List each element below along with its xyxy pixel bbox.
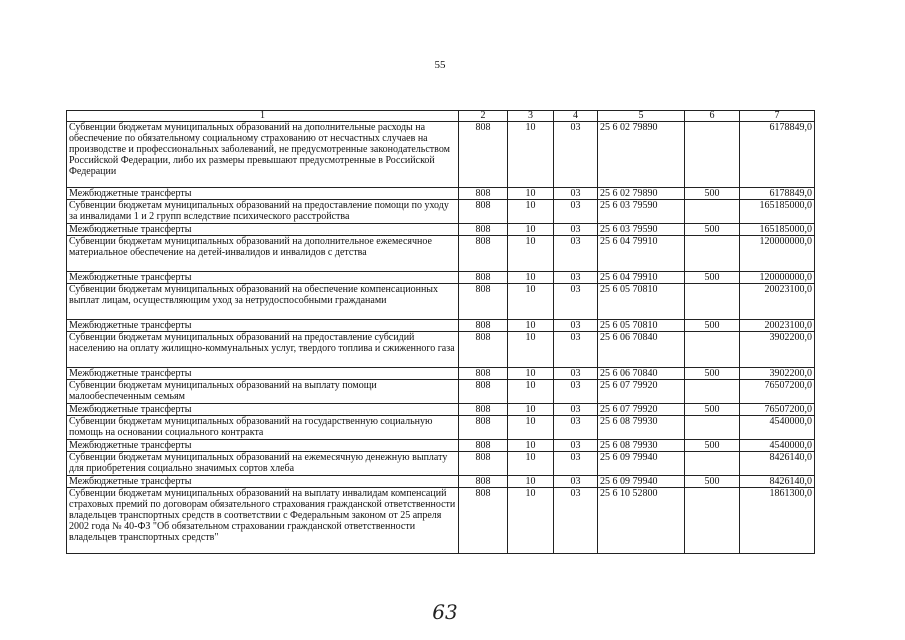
- table-row: [67, 416, 815, 440]
- header-col-2: 2: [459, 111, 508, 122]
- row-subsection: 03: [554, 452, 598, 476]
- row-ministry-code: 808: [459, 320, 508, 332]
- row-description: Межбюджетные трансферты: [67, 272, 459, 284]
- row-ministry-code: 808: [459, 488, 508, 554]
- table-row: [67, 122, 815, 188]
- row-target-code: 25 6 07 79920: [598, 380, 685, 404]
- row-amount: 6178849,0: [740, 188, 815, 200]
- row-target-code: 25 6 05 70810: [598, 320, 685, 332]
- row-target-code: 25 6 07 79920: [598, 404, 685, 416]
- row-ministry-code: 808: [459, 122, 508, 188]
- row-amount: 165185000,0: [740, 200, 815, 224]
- row-amount: 4540000,0: [740, 416, 815, 440]
- row-target-code: 25 6 04 79910: [598, 272, 685, 284]
- header-col-1: 1: [67, 111, 459, 122]
- row-amount: 165185000,0: [740, 224, 815, 236]
- row-subsection: 03: [554, 236, 598, 272]
- row-description: Межбюджетные трансферты: [67, 368, 459, 380]
- row-amount: 76507200,0: [740, 404, 815, 416]
- row-amount: 1861300,0: [740, 488, 815, 554]
- row-subsection: 03: [554, 122, 598, 188]
- row-description: Субвенции бюджетам муниципальных образований на дополнительные расходы на обеспечение по обязательному социальному страхованию от несчастных случаев на производстве и профессиональных заболеваний, не предусмотренные законодательством Российской Федерации, либо их размеры превышают предусмотренные в Российской Федерации: [67, 122, 459, 188]
- row-target-code: 25 6 02 79890: [598, 188, 685, 200]
- table-row: [67, 476, 815, 488]
- row-section: 10: [508, 380, 554, 404]
- row-target-code: 25 6 08 79930: [598, 416, 685, 440]
- row-ministry-code: 808: [459, 380, 508, 404]
- row-expense-type: 500: [685, 476, 740, 488]
- row-description: Межбюджетные трансферты: [67, 404, 459, 416]
- row-expense-type: [685, 452, 740, 476]
- row-subsection: 03: [554, 368, 598, 380]
- row-expense-type: [685, 488, 740, 554]
- row-section: 10: [508, 368, 554, 380]
- row-ministry-code: 808: [459, 452, 508, 476]
- row-ministry-code: 808: [459, 404, 508, 416]
- row-description: Межбюджетные трансферты: [67, 440, 459, 452]
- row-ministry-code: 808: [459, 200, 508, 224]
- header-col-6: 6: [685, 111, 740, 122]
- row-amount: 3902200,0: [740, 332, 815, 368]
- table-row: [67, 440, 815, 452]
- row-target-code: 25 6 09 79940: [598, 476, 685, 488]
- row-subsection: 03: [554, 332, 598, 368]
- table-row: [67, 188, 815, 200]
- table-row: [67, 320, 815, 332]
- row-amount: 120000000,0: [740, 272, 815, 284]
- row-target-code: 25 6 10 52800: [598, 488, 685, 554]
- row-amount: 20023100,0: [740, 320, 815, 332]
- row-amount: 3902200,0: [740, 368, 815, 380]
- row-description: Субвенции бюджетам муниципальных образований на выплату помощи малообеспеченным семьям: [67, 380, 459, 404]
- row-description: Межбюджетные трансферты: [67, 476, 459, 488]
- row-expense-type: 500: [685, 440, 740, 452]
- row-subsection: 03: [554, 440, 598, 452]
- row-section: 10: [508, 224, 554, 236]
- row-subsection: 03: [554, 416, 598, 440]
- row-amount: 6178849,0: [740, 122, 815, 188]
- row-ministry-code: 808: [459, 224, 508, 236]
- row-expense-type: 500: [685, 188, 740, 200]
- table-row: [67, 452, 815, 476]
- row-amount: 120000000,0: [740, 236, 815, 272]
- table-row: [67, 368, 815, 380]
- row-section: 10: [508, 200, 554, 224]
- header-col-7: 7: [740, 111, 815, 122]
- handwritten-page-number: 63: [432, 600, 458, 624]
- row-ministry-code: 808: [459, 284, 508, 320]
- row-target-code: 25 6 06 70840: [598, 332, 685, 368]
- row-description: Межбюджетные трансферты: [67, 320, 459, 332]
- row-expense-type: [685, 380, 740, 404]
- row-ministry-code: 808: [459, 416, 508, 440]
- row-description: Субвенции бюджетам муниципальных образований на обеспечение компенсационных выплат лицам, осуществляющим уход за нетрудоспособными гражданами: [67, 284, 459, 320]
- budget-table: [66, 110, 815, 554]
- row-expense-type: [685, 284, 740, 320]
- row-subsection: 03: [554, 380, 598, 404]
- row-subsection: 03: [554, 200, 598, 224]
- row-target-code: 25 6 09 79940: [598, 452, 685, 476]
- row-expense-type: 500: [685, 224, 740, 236]
- header-col-3: 3: [508, 111, 554, 122]
- table-row: [67, 404, 815, 416]
- row-target-code: 25 6 05 70810: [598, 284, 685, 320]
- header-col-5: 5: [598, 111, 685, 122]
- table-row: [67, 284, 815, 320]
- row-subsection: 03: [554, 488, 598, 554]
- row-section: 10: [508, 284, 554, 320]
- row-subsection: 03: [554, 284, 598, 320]
- row-expense-type: 500: [685, 404, 740, 416]
- row-amount: 76507200,0: [740, 380, 815, 404]
- table-row: [67, 224, 815, 236]
- row-target-code: 25 6 04 79910: [598, 236, 685, 272]
- row-description: Субвенции бюджетам муниципальных образований на дополнительное ежемесячное материальное обеспечение на детей-инвалидов и инвалидов с детства: [67, 236, 459, 272]
- page-number: 55: [434, 59, 446, 71]
- table-row: [67, 488, 815, 554]
- table-row: [67, 272, 815, 284]
- row-expense-type: 500: [685, 368, 740, 380]
- row-amount: 4540000,0: [740, 440, 815, 452]
- row-section: 10: [508, 416, 554, 440]
- row-amount: 8426140,0: [740, 476, 815, 488]
- row-ministry-code: 808: [459, 188, 508, 200]
- row-description: Межбюджетные трансферты: [67, 224, 459, 236]
- row-expense-type: [685, 332, 740, 368]
- row-section: 10: [508, 188, 554, 200]
- row-subsection: 03: [554, 188, 598, 200]
- row-target-code: 25 6 02 79890: [598, 122, 685, 188]
- row-section: 10: [508, 440, 554, 452]
- row-target-code: 25 6 06 70840: [598, 368, 685, 380]
- table-row: [67, 200, 815, 224]
- row-ministry-code: 808: [459, 476, 508, 488]
- row-ministry-code: 808: [459, 368, 508, 380]
- row-subsection: 03: [554, 224, 598, 236]
- row-ministry-code: 808: [459, 440, 508, 452]
- row-section: 10: [508, 122, 554, 188]
- row-description: Субвенции бюджетам муниципальных образований на выплату инвалидам компенсаций страховых премий по договорам обязательного страхования гражданской ответственности владельцев транспортных средств в соответствии с Федеральным законом от 25 апреля 2002 года № 40-ФЗ "Об обязательном страховании гражданской ответственности владельцев транспортных средств": [67, 488, 459, 554]
- row-subsection: 03: [554, 320, 598, 332]
- row-subsection: 03: [554, 476, 598, 488]
- row-description: Межбюджетные трансферты: [67, 188, 459, 200]
- table-row: [67, 380, 815, 404]
- row-section: 10: [508, 320, 554, 332]
- row-section: 10: [508, 236, 554, 272]
- row-section: 10: [508, 488, 554, 554]
- row-description: Субвенции бюджетам муниципальных образований на ежемесячную денежную выплату для приобретения социально значимых сортов хлеба: [67, 452, 459, 476]
- row-expense-type: [685, 416, 740, 440]
- row-ministry-code: 808: [459, 332, 508, 368]
- table-row: [67, 332, 815, 368]
- row-expense-type: 500: [685, 272, 740, 284]
- row-section: 10: [508, 452, 554, 476]
- row-ministry-code: 808: [459, 272, 508, 284]
- row-description: Субвенции бюджетам муниципальных образований на государственную социальную помощь на основании социального контракта: [67, 416, 459, 440]
- row-section: 10: [508, 476, 554, 488]
- row-section: 10: [508, 332, 554, 368]
- row-target-code: 25 6 03 79590: [598, 200, 685, 224]
- table-row: [67, 236, 815, 272]
- table-header-row: [67, 111, 815, 122]
- row-subsection: 03: [554, 404, 598, 416]
- row-expense-type: [685, 122, 740, 188]
- row-ministry-code: 808: [459, 236, 508, 272]
- row-subsection: 03: [554, 272, 598, 284]
- row-description: Субвенции бюджетам муниципальных образований на предоставление помощи по уходу за инвалидами 1 и 2 групп вследствие психического расстройства: [67, 200, 459, 224]
- row-expense-type: 500: [685, 320, 740, 332]
- row-section: 10: [508, 404, 554, 416]
- row-amount: 8426140,0: [740, 452, 815, 476]
- row-expense-type: [685, 236, 740, 272]
- row-section: 10: [508, 272, 554, 284]
- row-expense-type: [685, 200, 740, 224]
- row-description: Субвенции бюджетам муниципальных образований на предоставление субсидий населению на оплату жилищно-коммунальных услуг, твердого топлива и сжиженного газа: [67, 332, 459, 368]
- row-target-code: 25 6 08 79930: [598, 440, 685, 452]
- row-amount: 20023100,0: [740, 284, 815, 320]
- row-target-code: 25 6 03 79590: [598, 224, 685, 236]
- header-col-4: 4: [554, 111, 598, 122]
